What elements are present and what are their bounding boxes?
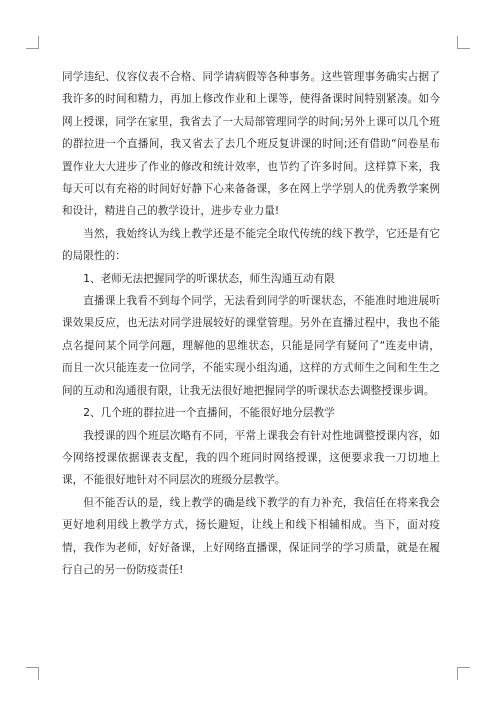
crop-mark-top-right	[457, 36, 470, 49]
paragraph-5: 但不能否认的是，线上教学的确是线下教学的有力补充，我信任在将来我会更好地利用线上教学方式，扬长避短，让线上和线下相辅相成。当下，面对疫情，我作为老师，好好备课，上好网络直播课，保证同学的学习质量，就是在履行自己的另一份防疫责任!	[62, 496, 440, 576]
heading-point-2: 2、几个班的群拉进一个直播间，不能很好地分层教学	[83, 407, 335, 420]
crop-mark-bottom-right	[457, 667, 470, 680]
paragraph-4: 我授课的四个班层次略有不同，平常上课我会有针对性地调整授课内容，如今网络授课依据课表支配，我的四个班同时网络授课，这便要求我一刀切地上课，不能很好地针对不同层次的班级分层教学。	[62, 429, 440, 487]
crop-mark-top-left	[26, 36, 39, 49]
crop-mark-bottom-left	[26, 667, 39, 680]
paragraph-2: 当然，我始终认为线上教学还是不能完全取代传统的线下教学，它还是有它的局限性的：	[62, 227, 440, 263]
document-body	[62, 66, 440, 581]
paragraph-1: 同学违纪、仪容仪表不合格、同学请病假等各种事务。这些管理事务确实占据了我许多的时间和精力，再加上修改作业和上课等，使得备课时间特别紧凑。如今网上授课，同学在家里，我省去了一大局部管理同学的时间;另外上课可以几个班的群拉进一个直播间，我又省去了去几个班反复讲课的时间;还有借助“问卷星布置作业大大进步了作业的修改和统计效率，也节约了许多时间。这样算下来，我每天可以有充裕的时间好好静下心来备备课，多在网上学学别人的优秀教学案例和设计，精进自己的教学设计，进步专业力量!	[62, 71, 440, 218]
paragraph-3: 直播课上我看不到每个同学，无法看到同学的听课状态，不能准时地进展听课效果反应，也无法对同学进展较好的课堂管理。另外在直播过程中，我也不能点名提问某个同学问题，理解他的思维状态，只能是同学有疑问了“连麦申请，而且一次只能连麦一位同学，不能实现小组沟通，这样的方式师生之间和生生之间的互动和沟通很有限，让我无法很好地把握同学的听课状态去调整授课步调。	[62, 295, 440, 397]
heading-point-1: 1、老师无法把握同学的听课状态，师生沟通互动有限	[83, 272, 335, 285]
